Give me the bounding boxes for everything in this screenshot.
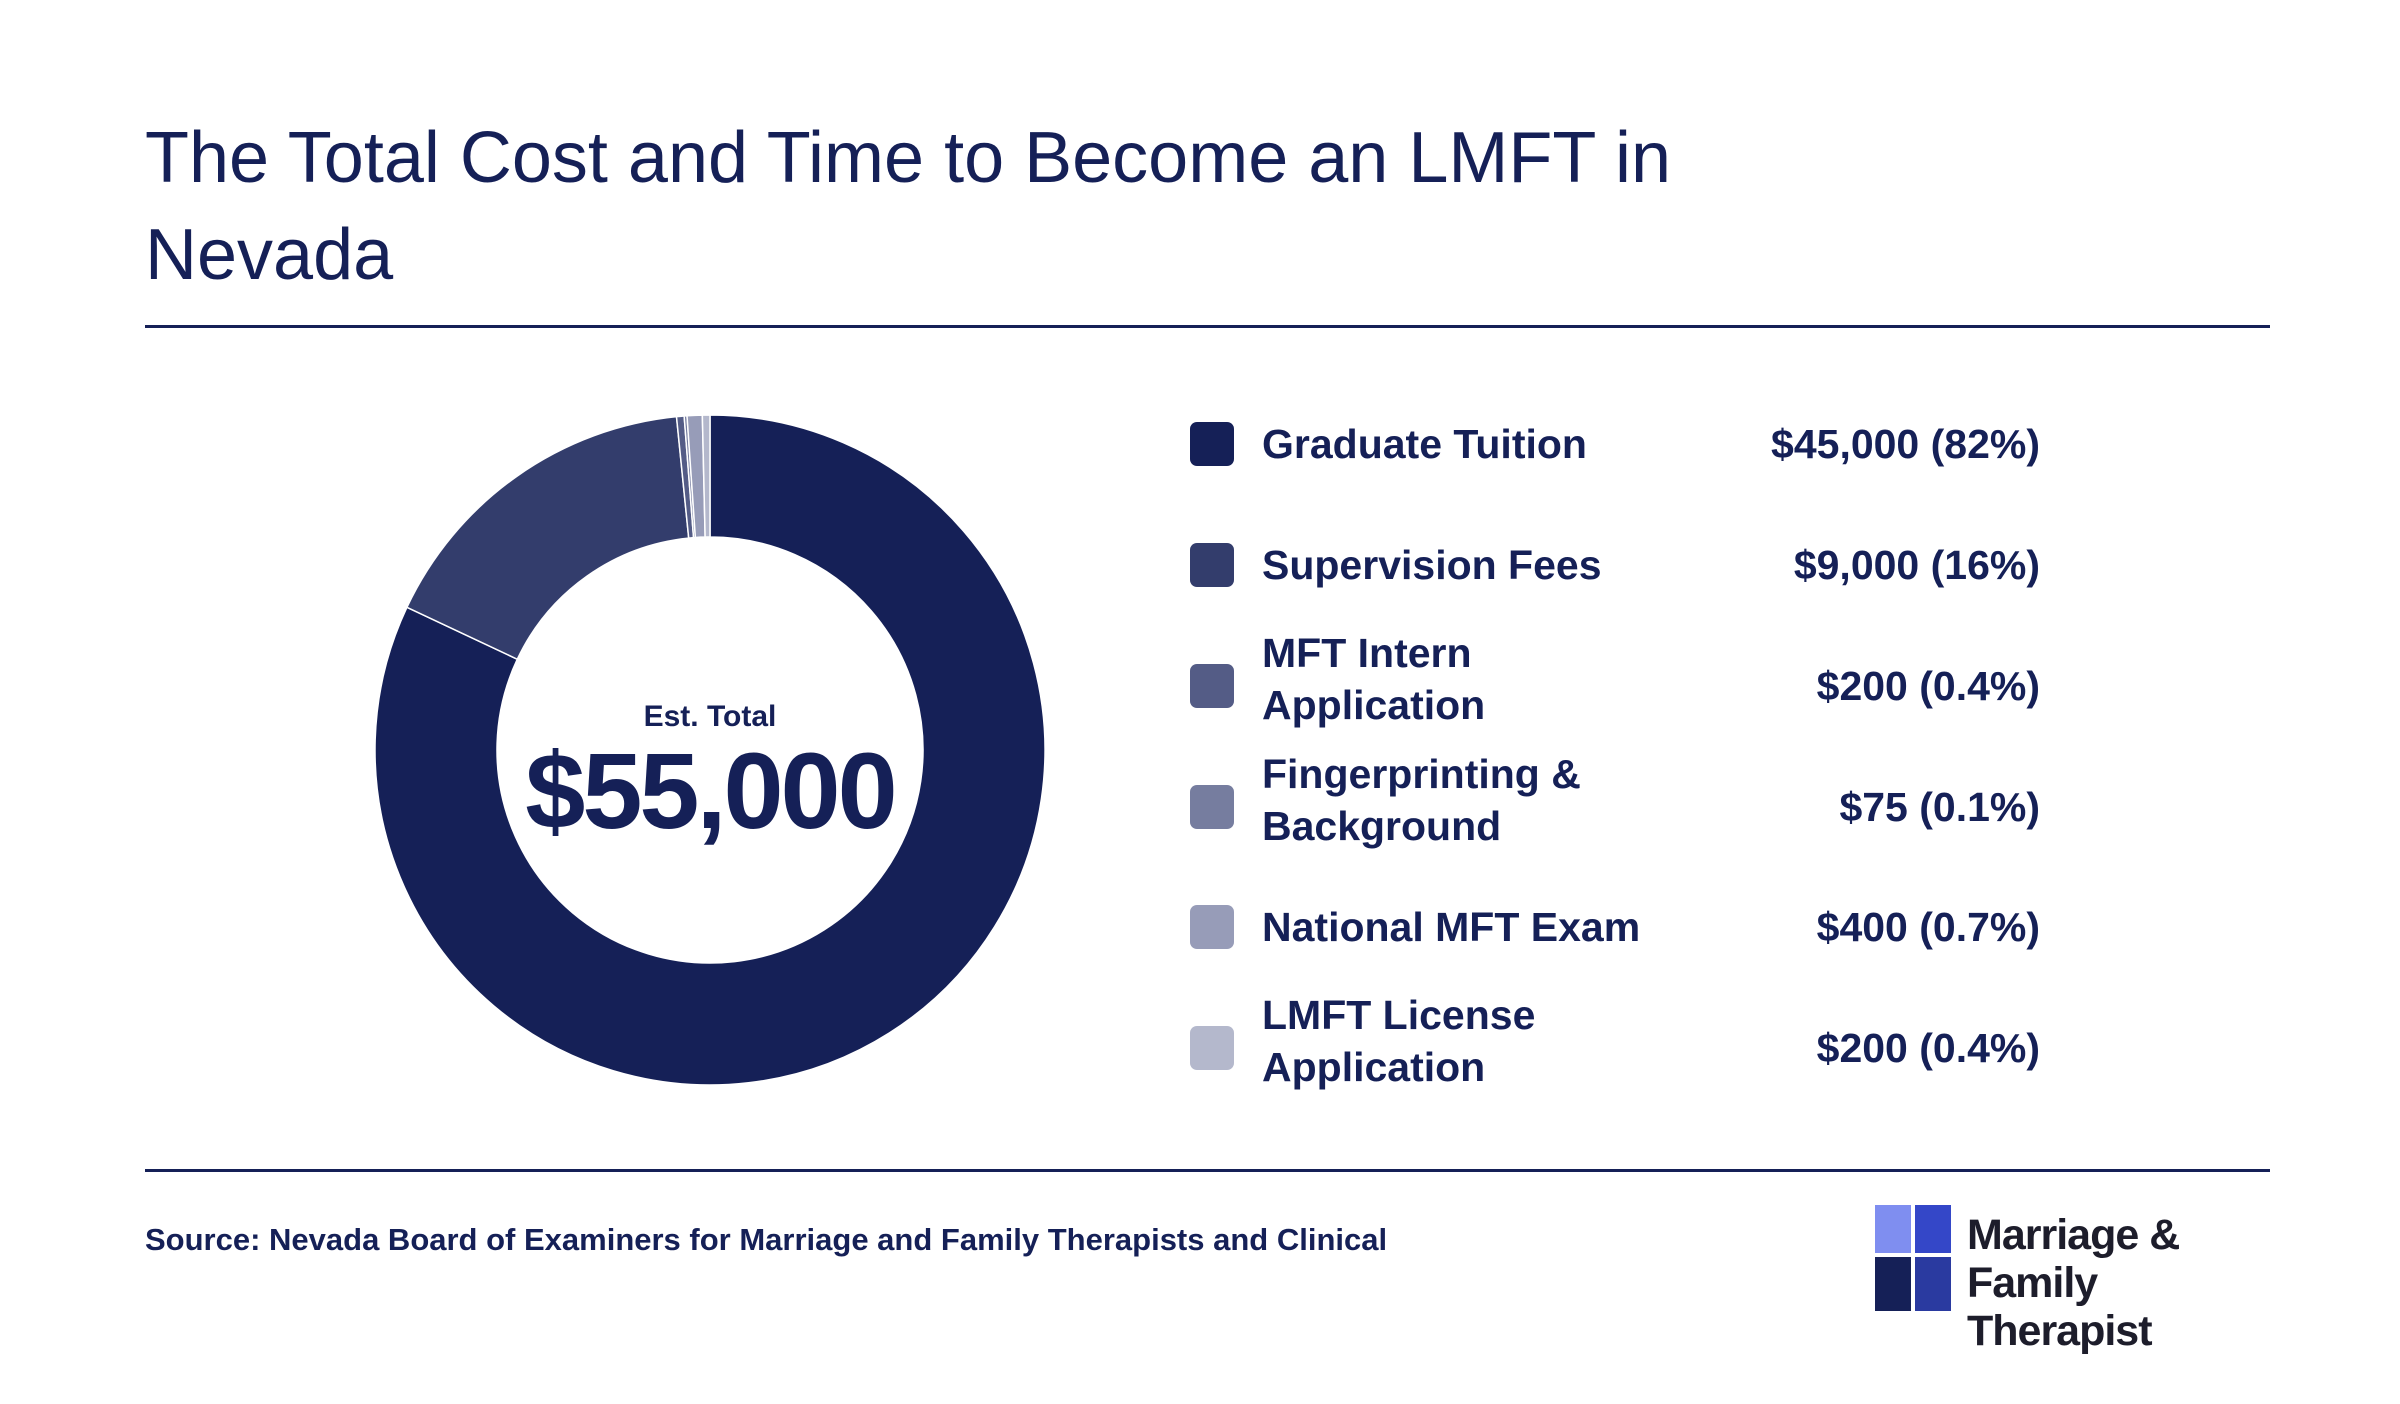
source-note: Source: Nevada Board of Examiners for Marriage and Family Therapists and Clinical [145,1222,1388,1257]
logo-line-1: Marriage & Family [1967,1211,2180,1307]
legend-item [1190,531,2040,641]
legend-label: Fingerprinting & Background [1262,751,1581,849]
legend-label: LMFT License Application [1262,992,1536,1090]
logo-mark-icon [1875,1205,1955,1315]
legend-item [1190,893,2040,1003]
legend-value: $200 (0.4%) [1816,663,2040,709]
legend-value: $9,000 (16%) [1793,542,2040,588]
legend-item [1190,630,2040,762]
legend-swatch [1190,785,1234,829]
legend-item [1190,410,2040,520]
legend-item [1190,751,2040,883]
legend-label: Graduate Tuition [1262,421,1587,467]
donut-slice-supervision-fees [407,417,689,660]
bottom-divider [145,1169,2270,1172]
legend-swatch [1190,664,1234,708]
legend-label: MFT Intern Application [1262,630,1486,728]
page-title: The Total Cost and Time to Become an LMFT in Nevada [145,118,1672,295]
brand-logo [1875,1205,2275,1355]
logo-line-2: Therapist [1967,1307,2152,1355]
legend-value: $400 (0.7%) [1816,904,2040,950]
legend-swatch [1190,422,1234,466]
legend-label: National MFT Exam [1262,904,1641,950]
total-label: Est. Total [643,700,777,733]
legend-value: $45,000 (82%) [1771,421,2040,467]
logo-text [1967,1211,2275,1355]
top-divider [145,325,2270,328]
legend-value: $200 (0.4%) [1816,1025,2040,1071]
legend-value: $75 (0.1%) [1839,784,2040,830]
legend-item [1190,992,2040,1124]
legend-swatch [1190,543,1234,587]
legend-swatch [1190,1026,1234,1070]
legend-swatch [1190,905,1234,949]
total-value: $55,000 [525,730,895,851]
legend-label: Supervision Fees [1262,542,1602,588]
